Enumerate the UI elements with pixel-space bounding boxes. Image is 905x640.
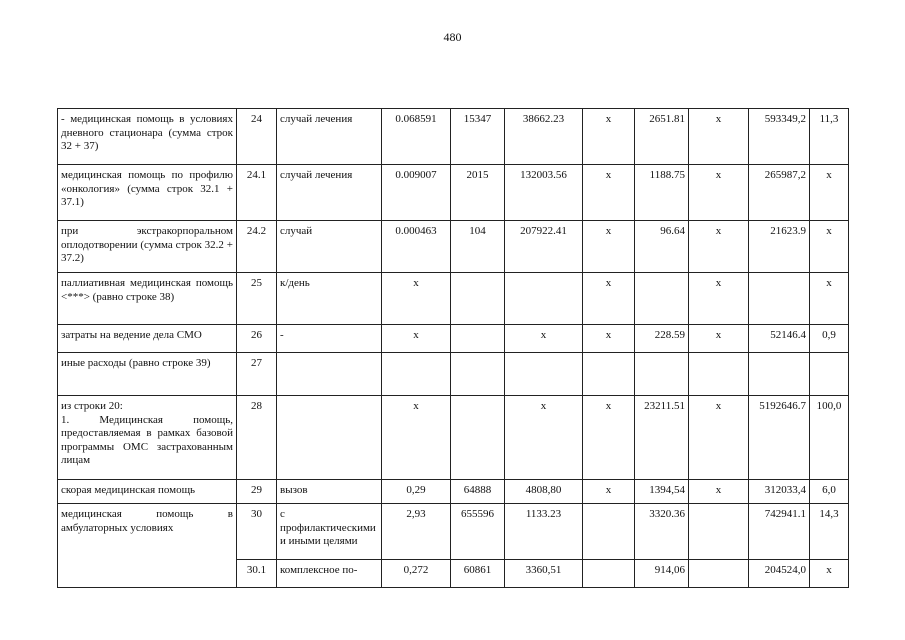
cell-c4: 0.068591	[382, 109, 451, 165]
cell-unit: -	[277, 325, 382, 353]
table-row	[58, 353, 849, 396]
cell-c7: х	[583, 165, 635, 221]
cell-c6: 132003.56	[505, 165, 583, 221]
cell-c7	[583, 353, 635, 396]
cell-c8: 23211.51	[635, 396, 689, 480]
cell-c4: х	[382, 273, 451, 325]
cell-line: 30	[237, 504, 277, 560]
row-name-cell: - медицинская помощь в условиях дневного стационара (сумма строк 32 + 37)	[58, 109, 237, 165]
row-name-cell: иные расходы (равно строке 39)	[58, 353, 237, 396]
cell-c10: 204524,0	[749, 560, 810, 588]
cell-c8: 914,06	[635, 560, 689, 588]
row-name-cell: медицинская помощь в амбулаторных условиях	[58, 504, 237, 560]
cell-c7: х	[583, 273, 635, 325]
cell-c10	[749, 353, 810, 396]
cell-line: 25	[237, 273, 277, 325]
cell-unit	[277, 353, 382, 396]
cell-c11: 11,3	[810, 109, 849, 165]
cell-c10: 265987,2	[749, 165, 810, 221]
cell-c7: х	[583, 221, 635, 273]
cell-c4: 0,272	[382, 560, 451, 588]
cell-unit: комплексное по-	[277, 560, 382, 588]
table-row	[58, 560, 849, 588]
cell-c4: х	[382, 325, 451, 353]
cell-c10: 21623.9	[749, 221, 810, 273]
cell-unit: случай лечения	[277, 109, 382, 165]
cell-c8: 1188.75	[635, 165, 689, 221]
row-name-cell: при экстракорпоральном оплодотворении (сумма строк 32.2 + 37.2)	[58, 221, 237, 273]
cell-c11: 14,3	[810, 504, 849, 560]
cell-unit: случай лечения	[277, 165, 382, 221]
table-row	[58, 504, 849, 560]
cell-c11: х	[810, 165, 849, 221]
cell-line: 24.1	[237, 165, 277, 221]
cell-c11: х	[810, 273, 849, 325]
cell-c11: х	[810, 560, 849, 588]
cell-c9: х	[689, 221, 749, 273]
cell-c6: 38662.23	[505, 109, 583, 165]
table-body	[58, 109, 849, 588]
row-name-cell: из строки 20: 1. Медицинская помощь, предоставляемая в рамках базовой программы ОМС застрахованным лицам	[58, 396, 237, 480]
cell-c11: 100,0	[810, 396, 849, 480]
cell-c6	[505, 273, 583, 325]
cell-c10: 52146.4	[749, 325, 810, 353]
cell-c9: х	[689, 165, 749, 221]
cell-c6: х	[505, 325, 583, 353]
cell-c5: 15347	[451, 109, 505, 165]
cell-c6: 4808,80	[505, 480, 583, 504]
cell-c7: х	[583, 109, 635, 165]
cell-c4	[382, 353, 451, 396]
cell-unit	[277, 396, 382, 480]
cell-c5	[451, 325, 505, 353]
table-row	[58, 221, 849, 273]
cell-c5	[451, 353, 505, 396]
cell-c5: 655596	[451, 504, 505, 560]
cell-c9: х	[689, 480, 749, 504]
cell-unit: с профилактическими и иными целями	[277, 504, 382, 560]
cell-c4: 2,93	[382, 504, 451, 560]
cell-c4: 0,29	[382, 480, 451, 504]
cell-c6: х	[505, 396, 583, 480]
data-table	[57, 108, 849, 588]
table-row	[58, 165, 849, 221]
cell-c9: х	[689, 325, 749, 353]
row-name-cell	[58, 560, 237, 588]
cell-c4: 0.009007	[382, 165, 451, 221]
table-row	[58, 109, 849, 165]
cell-c7: х	[583, 396, 635, 480]
cell-c7: х	[583, 480, 635, 504]
cell-c8	[635, 353, 689, 396]
cell-c11: 0,9	[810, 325, 849, 353]
cell-c8: 228.59	[635, 325, 689, 353]
cell-line: 26	[237, 325, 277, 353]
cell-c11: 6,0	[810, 480, 849, 504]
table-row	[58, 480, 849, 504]
cell-line: 29	[237, 480, 277, 504]
cell-c8: 3320.36	[635, 504, 689, 560]
cell-c9: х	[689, 273, 749, 325]
cell-c5: 64888	[451, 480, 505, 504]
cell-c11: х	[810, 221, 849, 273]
cell-c5: 2015	[451, 165, 505, 221]
page-number: 480	[443, 30, 462, 44]
cell-line: 24.2	[237, 221, 277, 273]
cell-c9	[689, 504, 749, 560]
cell-line: 27	[237, 353, 277, 396]
cell-c8	[635, 273, 689, 325]
cell-c10	[749, 273, 810, 325]
cell-line: 30.1	[237, 560, 277, 588]
cell-c7	[583, 560, 635, 588]
table-row	[58, 396, 849, 480]
row-name-cell: медицинская помощь по профилю «онкология» (сумма строк 32.1 + 37.1)	[58, 165, 237, 221]
cell-c10: 742941.1	[749, 504, 810, 560]
row-name-cell: затраты на ведение дела СМО	[58, 325, 237, 353]
cell-c7: х	[583, 325, 635, 353]
cell-unit: случай	[277, 221, 382, 273]
table-row	[58, 273, 849, 325]
cell-c9	[689, 560, 749, 588]
cell-c5: 104	[451, 221, 505, 273]
cell-c9: х	[689, 109, 749, 165]
cell-line: 28	[237, 396, 277, 480]
cell-c10: 593349,2	[749, 109, 810, 165]
cell-c5: 60861	[451, 560, 505, 588]
cell-unit: к/день	[277, 273, 382, 325]
row-name-cell: скорая медицинская помощь	[58, 480, 237, 504]
cell-c4: х	[382, 396, 451, 480]
cell-c6: 3360,51	[505, 560, 583, 588]
cell-c7	[583, 504, 635, 560]
cell-c10: 312033,4	[749, 480, 810, 504]
cell-c8: 1394,54	[635, 480, 689, 504]
cell-c9	[689, 353, 749, 396]
cell-unit: вызов	[277, 480, 382, 504]
cell-c6: 1133.23	[505, 504, 583, 560]
table-row	[58, 325, 849, 353]
cell-c6	[505, 353, 583, 396]
cell-c10: 5192646.7	[749, 396, 810, 480]
cell-c8: 96.64	[635, 221, 689, 273]
cell-c4: 0.000463	[382, 221, 451, 273]
cell-c5	[451, 273, 505, 325]
row-name-cell: паллиативная медицинская помощь <***> (равно строке 38)	[58, 273, 237, 325]
cell-c8: 2651.81	[635, 109, 689, 165]
cell-c11	[810, 353, 849, 396]
cell-c6: 207922.41	[505, 221, 583, 273]
cell-line: 24	[237, 109, 277, 165]
cell-c9: х	[689, 396, 749, 480]
cell-c5	[451, 396, 505, 480]
